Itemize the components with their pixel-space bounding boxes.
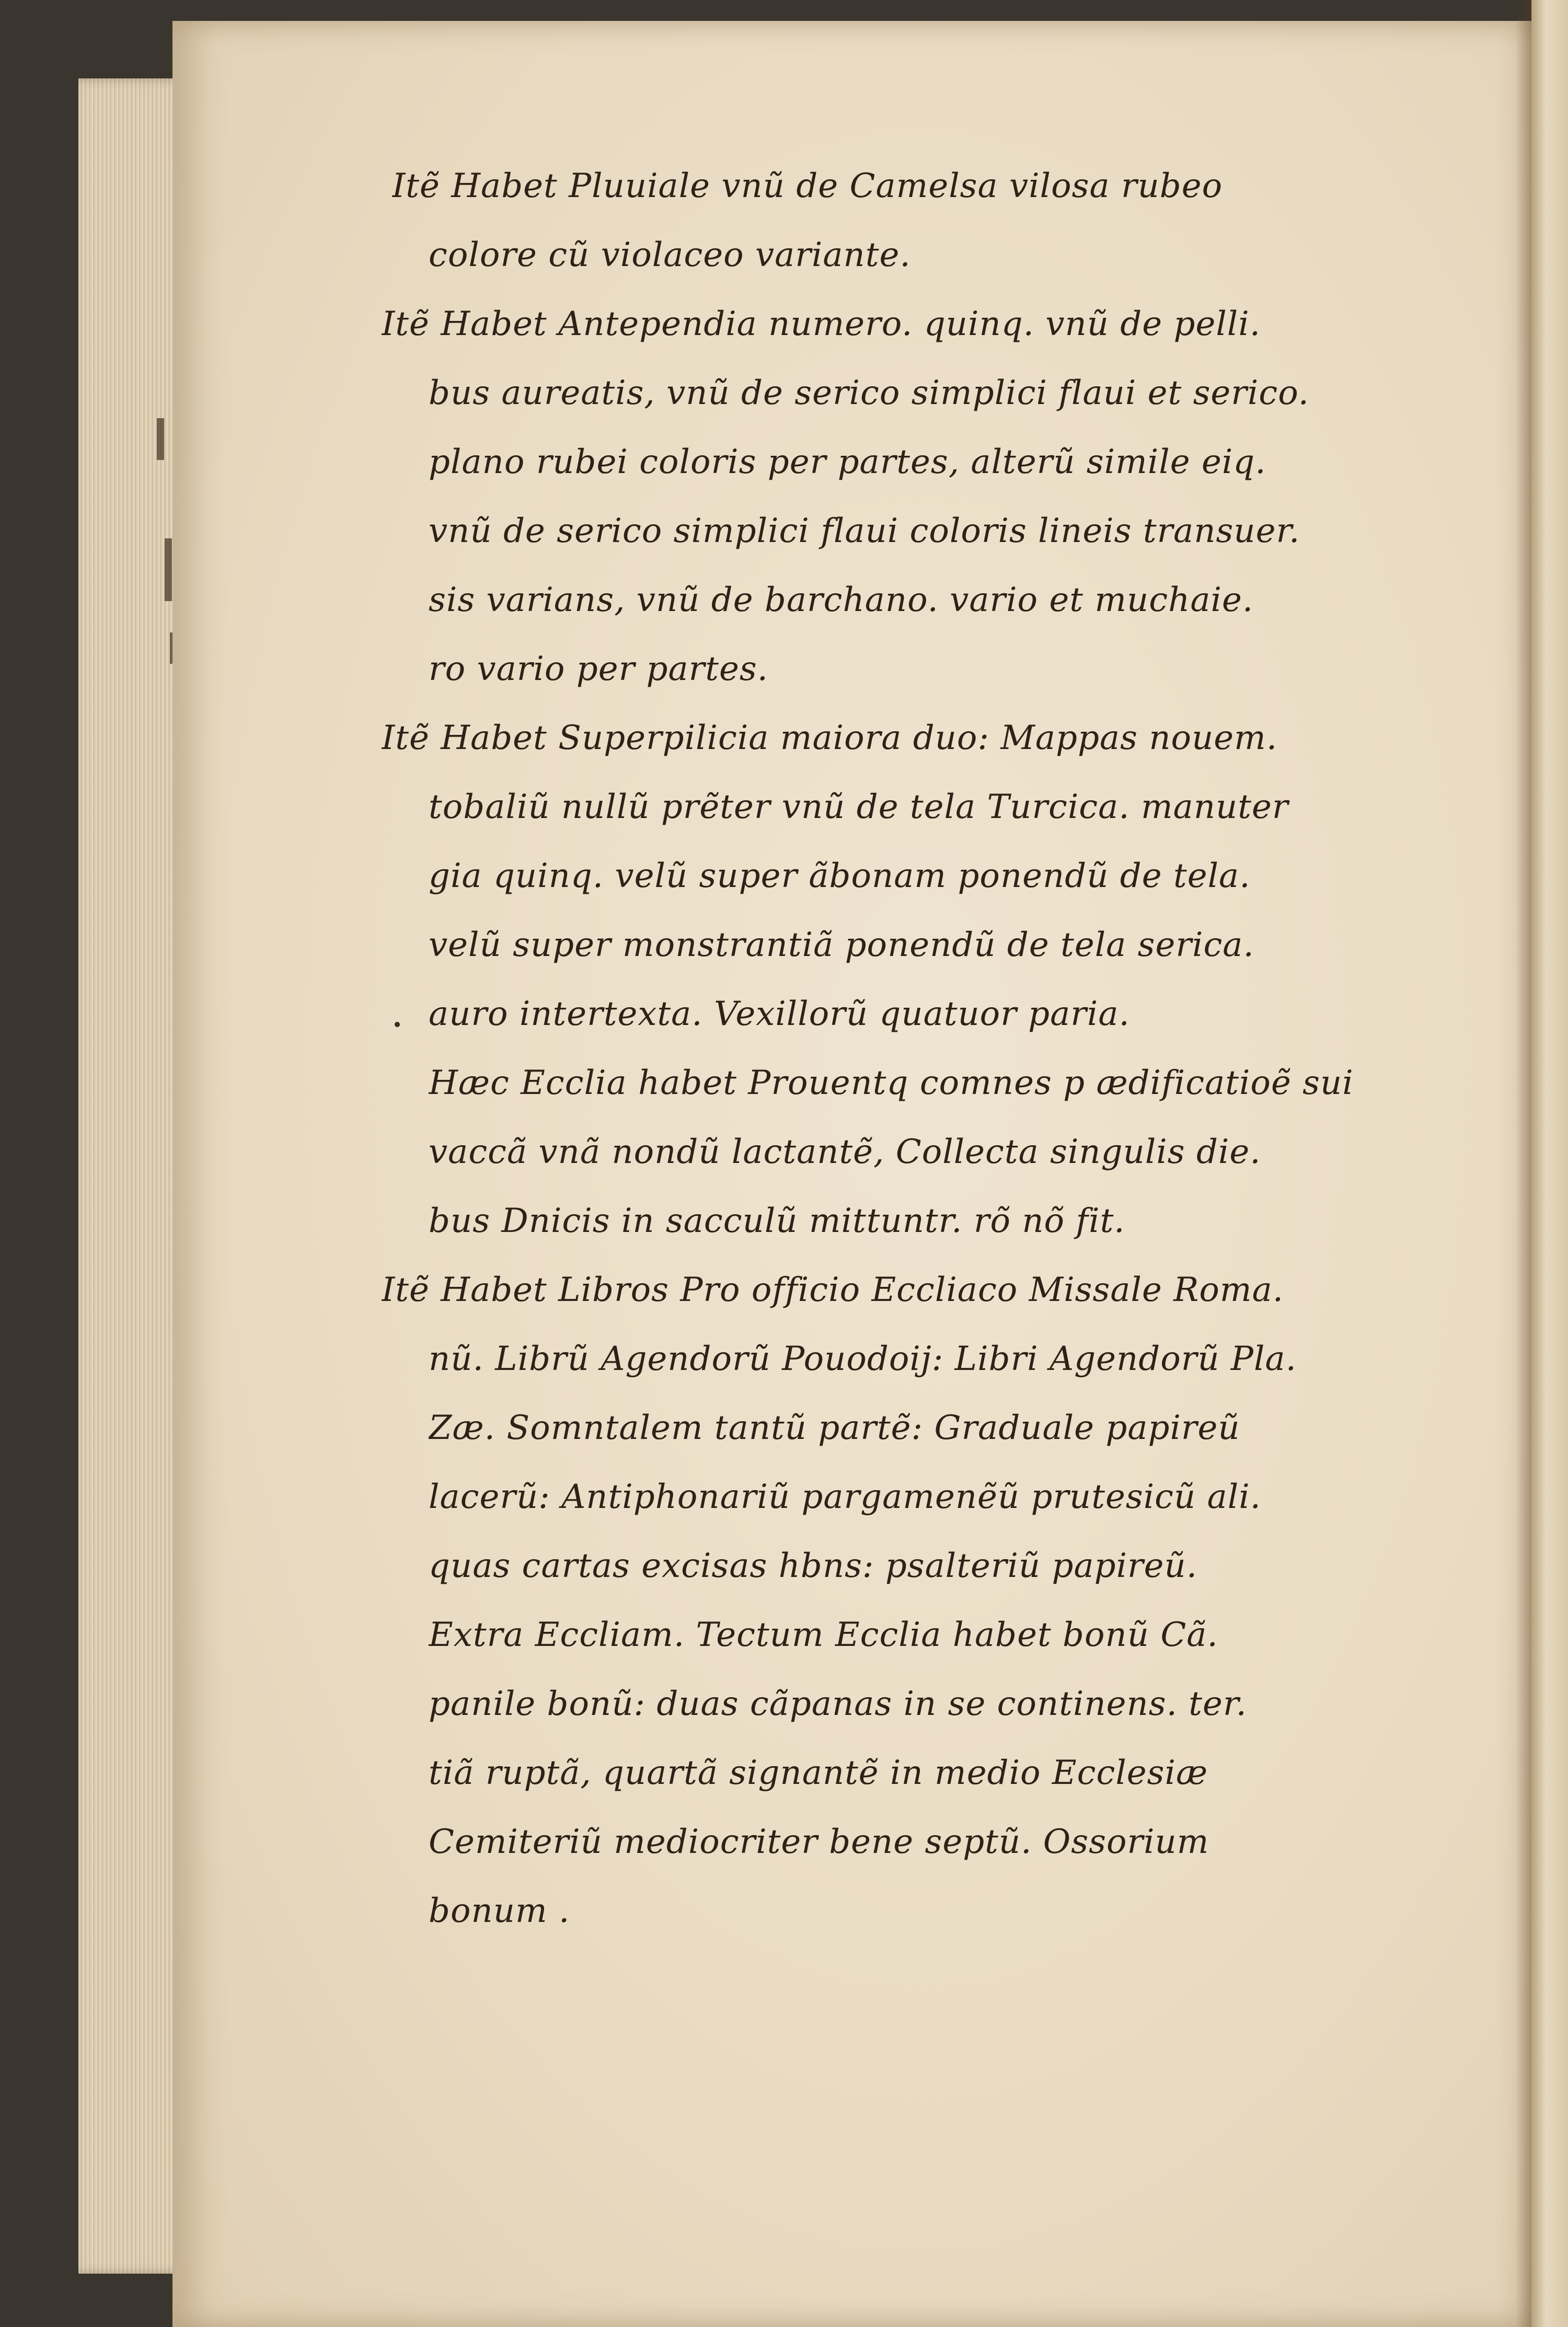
text-line: vaccã vnã nondũ lactantẽ, Collecta singulis die. xyxy=(429,1133,1261,1171)
text-line: ro vario per partes. xyxy=(429,650,768,688)
text-line: bonum . xyxy=(429,1892,570,1930)
text-line: vnũ de serico simplici flaui coloris lineis transuer. xyxy=(429,512,1300,550)
text-line: Itẽ Habet Pluuiale vnũ de Camelsa vilosa rubeo xyxy=(392,167,1223,205)
text-line: velũ super monstrantiã ponendũ de tela serica. xyxy=(429,926,1254,964)
next-page-edge xyxy=(1531,0,1568,2327)
text-line: tobaliũ nullũ prẽter vnũ de tela Turcica. manuter xyxy=(429,788,1289,826)
text-line: Extra Eccliam. Tectum Ecclia habet bonũ Cã. xyxy=(429,1616,1218,1654)
text-line: quas cartas excisas hbns: psalteriũ papireũ. xyxy=(429,1547,1198,1585)
text-line: Itẽ Habet Libros Pro officio Eccliaco Missale Roma. xyxy=(382,1271,1284,1309)
text-line: Hæc Ecclia habet Prouentq comnes p ædificatioẽ sui xyxy=(429,1064,1354,1102)
text-line: Cemiteriũ mediocriter bene septũ. Ossorium xyxy=(429,1823,1209,1861)
text-line: sis varians, vnũ de barchano. vario et muchaie. xyxy=(429,581,1254,619)
stack-mark xyxy=(157,418,164,460)
text-line: nũ. Librũ Agendorũ Pouodoij: Libri Agendorũ Pla. xyxy=(429,1340,1297,1378)
text-line: tiã ruptã, quartã signantẽ in medio Ecclesiæ xyxy=(429,1754,1208,1792)
text-line: plano rubei coloris per partes, alterũ simile eiq. xyxy=(429,443,1266,481)
text-line: colore cũ violaceo variante. xyxy=(429,236,911,274)
text-line: bus aureatis, vnũ de serico simplici flaui et serico. xyxy=(429,374,1309,412)
stack-mark xyxy=(165,538,172,601)
text-line: lacerũ: Antiphonariũ pargamenẽũ prutesicũ ali. xyxy=(429,1478,1261,1516)
text-line: auro intertexta. Vexillorũ quatuor paria. xyxy=(429,995,1130,1033)
text-line: Itẽ Habet Antependia numero. quinq. vnũ de pelli. xyxy=(382,305,1261,343)
manuscript-text xyxy=(382,152,1500,1945)
text-line: panile bonũ: duas cãpanas in se continens. ter. xyxy=(429,1685,1247,1723)
text-line: bus Dnicis in sacculũ mittuntr. rõ nõ fit. xyxy=(429,1202,1125,1240)
page-gutter xyxy=(1516,0,1531,2327)
text-line: gia quinq. velũ super ãbonam ponendũ de tela. xyxy=(429,857,1251,895)
text-line: Itẽ Habet Superpilicia maiora duo: Mappas nouem. xyxy=(382,719,1278,757)
text-line: Zæ. Somntalem tantũ partẽ: Graduale papireũ xyxy=(429,1409,1240,1447)
